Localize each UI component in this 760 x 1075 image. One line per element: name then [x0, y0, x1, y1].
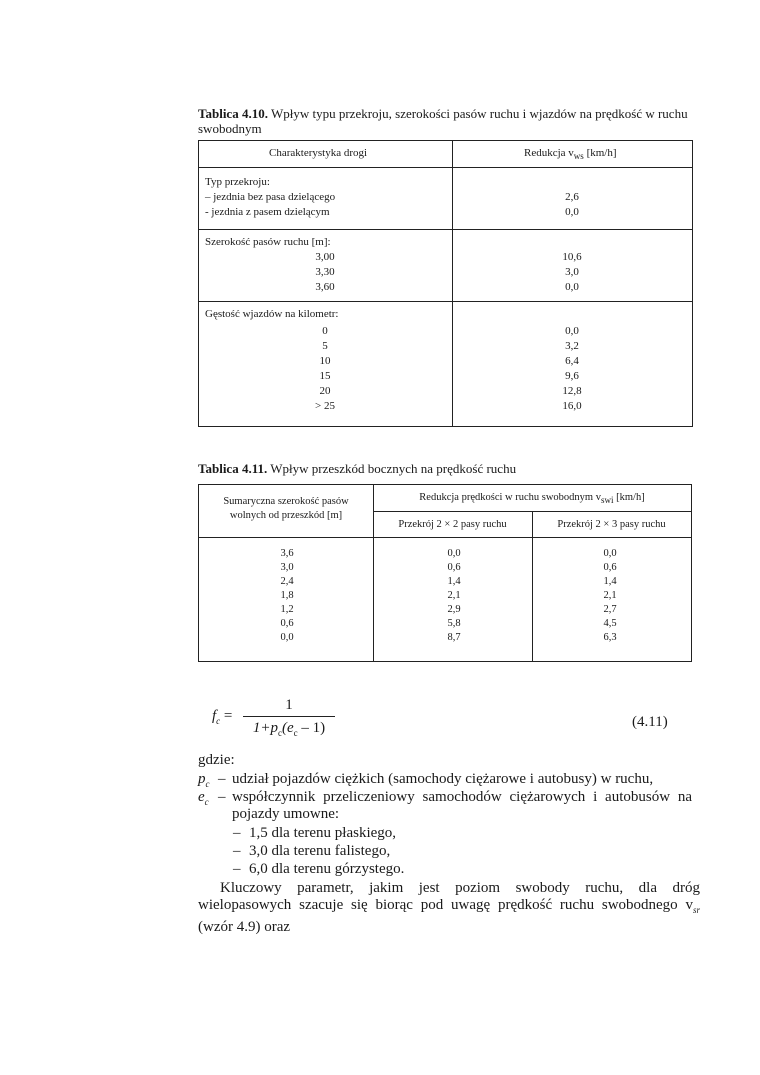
row-value: 6,4 [565, 355, 579, 367]
table-4-11-label: Tablica 4.11. [198, 461, 268, 476]
table-4-11 [198, 484, 692, 662]
document-page: Tablica 4.10. Wpływ typu przekroju, szerokości pasów ruchu i wjazdów na prędkość w ruchu swobodnym Charakterystyka drogi Redukcja $v_{ws}$ [km/h] Typ przekroju: – jezdnia bez pasa dzielącego - jezdnia z pasem dzielącym 2,6 0,0 Szerokość pasów ruchu [m]: 3,00 3,30 3,60 10,6 3,0 0,0 Gęstość wjazdów na kilometr: 0 5 10 15 20 > 25 0,0 3,2 6,4 9,6 12,8 16,0 Tablica 4.11. Wpływ przeszkód bocznych na prędkość ruchu Sumaryczna szerokość pasów wolnych od przeszkód [m] Redukcja prędkości w ruchu swobodnym $v_{swi}$ [km/h] Przekrój 2 × 2 pasy ruchu Przekrój 2 × 3 pasy ruchu 3,6 3,0 2,4 1,8 1,2 0,6 0,0 0,0 0,6 1,4 2,1 2,9 5,8 8,7 0,0 0,6 1,4 2,1 2,7 4,5 6,3 $f_c$ = 1 $1+p_c(e_c - 1)$ (4.11) gdzie: $p_c$ – udział pojazdów ciężkich (samochody ciężarowe i autobusy) w ruchu, $e_c$ – współczynnik przeliczeniowy samochodów ciężarowych i autobusów na pojazdy umowne: – 1,5 dla terenu płaskiego, – 3,0 dla terenu falistego, – 6,0 dla terenu górzystego. Kluczowy parametr, jakim jest poziom swobody ruchu, dla dróg wielopasowych szacuje się biorąc pod uwagę prędkość ruchu swobodnego $v_{sr}$ (wzór 4.9) oraz [0, 0, 760, 1075]
row-value: 3,2 [565, 340, 579, 352]
row-value: 10,6 [562, 251, 582, 263]
table-4-10 [198, 140, 693, 427]
table-4-11-caption [198, 461, 516, 476]
equation-number: (4.11) [632, 714, 668, 730]
reduction-2x2-value: 2,9 [447, 604, 461, 615]
fraction-bar [243, 716, 335, 717]
width-value: 3,0 [280, 562, 294, 573]
formula-fraction [239, 696, 339, 742]
row-value: 3,0 [565, 266, 579, 278]
group-title: Typ przekroju: [205, 176, 270, 188]
table-4-10-header-right: Redukcja $v_{ws}$ [km/h] [524, 147, 617, 162]
reduction-2x2-value: 2,1 [447, 590, 461, 601]
reduction-2x3-value: 1,4 [603, 576, 617, 587]
row-value: 0,0 [565, 325, 579, 337]
formula-denominator: $1+p_c(e_c - 1)$ [252, 720, 326, 738]
table-4-10-header-left: Charakterystyka drogi [269, 147, 368, 159]
reduction-2x2-value: 0,0 [447, 548, 461, 559]
row-label: 3,60 [315, 281, 335, 293]
reduction-2x3-value: 2,7 [603, 604, 617, 615]
reduction-2x3-value: 0,6 [603, 562, 617, 573]
table-divider [452, 141, 453, 426]
reduction-2x3-value: 0,0 [603, 548, 617, 559]
width-value: 1,2 [280, 604, 294, 615]
row-label: – jezdnia bez pasa dzielącego [205, 191, 336, 203]
table-4-11-subheader-2x2: Przekrój 2 × 2 pasy ruchu [398, 519, 507, 530]
formula-numerator: 1 [285, 697, 293, 713]
list-item: – 3,0 dla terenu falistego, [233, 843, 391, 859]
table-4-10-caption-text: Wpływ typu przekroju, szerokości pasów ruchu i wjazdów na prędkość w ruchu swobodnym [198, 106, 688, 136]
reduction-2x2-value: 5,8 [447, 618, 461, 629]
reduction-2x3-value: 4,5 [603, 618, 617, 629]
row-label: - jezdnia z pasem dzielącym [205, 206, 330, 218]
list-item: – 1,5 dla terenu płaskiego, [233, 825, 397, 841]
row-label: > 25 [315, 400, 335, 412]
row-label: 10 [319, 355, 331, 367]
width-value: 0,0 [280, 632, 294, 643]
width-value: 0,6 [280, 618, 294, 629]
table-rule [199, 229, 692, 230]
reduction-2x2-value: 8,7 [447, 632, 461, 643]
table-divider [532, 511, 533, 661]
symbol-pc: $p_c$ [198, 771, 210, 789]
group-title: Gęstość wjazdów na kilometr: [205, 308, 339, 320]
reduction-2x2-value: 0,6 [447, 562, 461, 573]
row-value: 16,0 [562, 400, 582, 412]
list-item: – 6,0 dla terenu górzystego. [233, 861, 405, 877]
row-value: 0,0 [565, 206, 579, 218]
reduction-2x3-value: 2,1 [603, 590, 617, 601]
row-label: 5 [322, 340, 328, 352]
row-label: 3,00 [315, 251, 335, 263]
gdzie-label: gdzie: [198, 752, 235, 768]
width-value: 1,8 [280, 590, 294, 601]
row-label: 3,30 [315, 266, 335, 278]
table-rule [199, 167, 692, 168]
symbol-ec: $e_c$ [198, 789, 209, 807]
row-value: 2,6 [565, 191, 579, 203]
table-4-10-label: Tablica 4.10. [198, 106, 268, 121]
formula-4-11 [212, 696, 342, 740]
width-value: 3,6 [280, 548, 294, 559]
group-title: Szerokość pasów ruchu [m]: [205, 236, 331, 248]
table-rule [199, 537, 691, 538]
table-rule [373, 511, 691, 512]
table-rule [199, 301, 692, 302]
table-4-11-header-left: Sumaryczna szerokość pasów wolnych od przeszkód [m] [223, 496, 349, 521]
row-label: 15 [319, 370, 331, 382]
row-value: 0,0 [565, 281, 579, 293]
reduction-2x2-value: 1,4 [447, 576, 461, 587]
table-4-11-header-span: Redukcja prędkości w ruchu swobodnym $v_{swi}$ [km/h] [419, 492, 645, 506]
width-value: 2,4 [280, 576, 294, 587]
reduction-2x3-value: 6,3 [603, 632, 617, 643]
row-label: 20 [319, 385, 331, 397]
table-4-11-subheader-2x3: Przekrój 2 × 3 pasy ruchu [557, 519, 666, 530]
row-value: 9,6 [565, 370, 579, 382]
row-label: 0 [322, 325, 328, 337]
table-4-10-caption [198, 106, 703, 136]
formula-lhs: $f_c$ = [212, 708, 233, 726]
row-value: 12,8 [562, 385, 582, 397]
table-4-11-caption-text: Wpływ przeszkód bocznych na prędkość ruchu [270, 461, 517, 476]
paragraph: Kluczowy parametr, jakim jest poziom swobody ruchu, dla dróg wielopasowych szacuje się biorąc pod uwagę prędkość ruchu swobodnego $v_{sr}$ (wzór 4.9) oraz [198, 880, 700, 935]
